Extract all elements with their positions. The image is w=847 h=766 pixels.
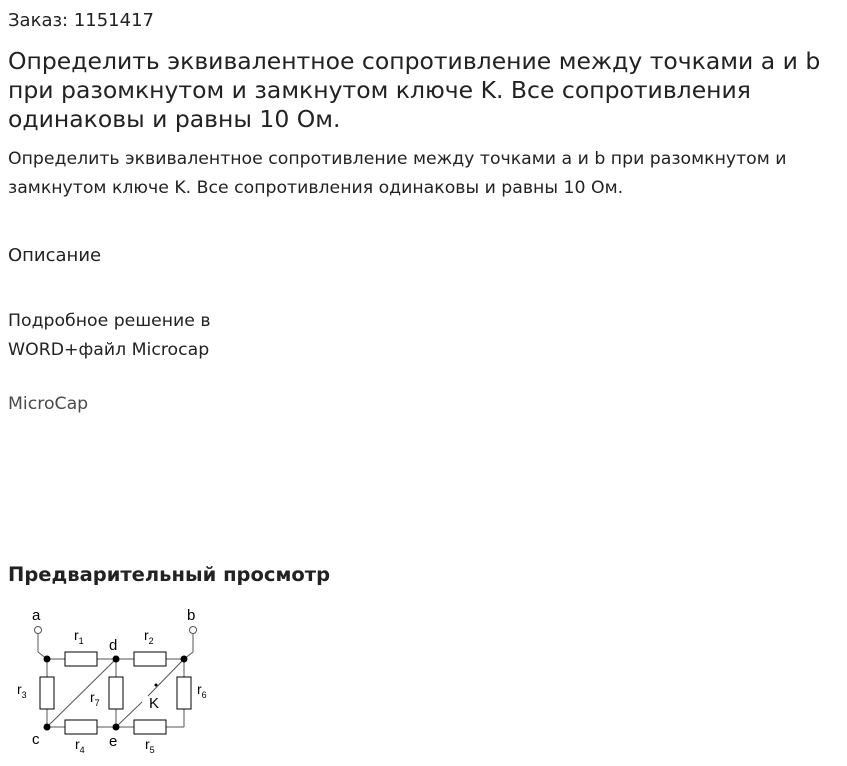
- problem-description: Определить эквивалентное сопротивление между точками a и b при разомкнутом и замкнутом ключе K. Все сопротивления одинаковы и равны 10 Ом.: [8, 149, 787, 198]
- label-r6: $r_6$: [197, 681, 207, 700]
- key-label: K: [149, 695, 160, 712]
- circuit-schematic: [10, 600, 220, 760]
- terminal-a: [35, 627, 42, 634]
- node-top-left: [44, 656, 51, 663]
- terminal-b: [190, 627, 197, 634]
- key-contact: [155, 684, 158, 687]
- wire-diagonal-c-d: [47, 659, 116, 727]
- node-top-right: [181, 656, 188, 663]
- node-label-a: a: [32, 607, 41, 624]
- resistor-r5: [134, 720, 166, 734]
- solution-note: Подробное решение в WORD+файл Microcap: [8, 311, 211, 360]
- resistor-r3: [40, 677, 54, 709]
- node-label-e: e: [109, 733, 118, 750]
- preview-heading: Предварительный просмотр: [8, 563, 331, 586]
- node-label-d: d: [109, 637, 118, 654]
- label-r4: $r_4$: [75, 736, 85, 755]
- resistor-r2: [134, 652, 166, 666]
- node-c: [44, 724, 51, 731]
- label-r1: $r_1$: [74, 627, 84, 646]
- node-label-b: b: [187, 607, 196, 624]
- label-r3: $r_3$: [17, 681, 27, 700]
- node-e: [113, 724, 120, 731]
- microcap-tag-link[interactable]: MicroCap: [8, 394, 89, 414]
- resistor-r6: [177, 677, 191, 709]
- resistor-r4: [65, 720, 97, 734]
- resistor-r7: [109, 677, 123, 709]
- order-number: Заказ: 1151417: [8, 10, 154, 31]
- node-label-c: c: [32, 731, 40, 748]
- label-r7: $r_7$: [90, 689, 100, 708]
- node-d: [113, 656, 120, 663]
- label-r5: $r_5$: [145, 736, 155, 755]
- resistor-r1: [65, 652, 97, 666]
- label-r2: $r_2$: [144, 627, 154, 646]
- page-title: Определить эквивалентное сопротивление между точками a и b при разомкнутом и замкнутом ключе K. Все сопротивления одинаковы и равны 10 Ом.: [8, 47, 821, 133]
- description-heading: Описание: [8, 245, 102, 266]
